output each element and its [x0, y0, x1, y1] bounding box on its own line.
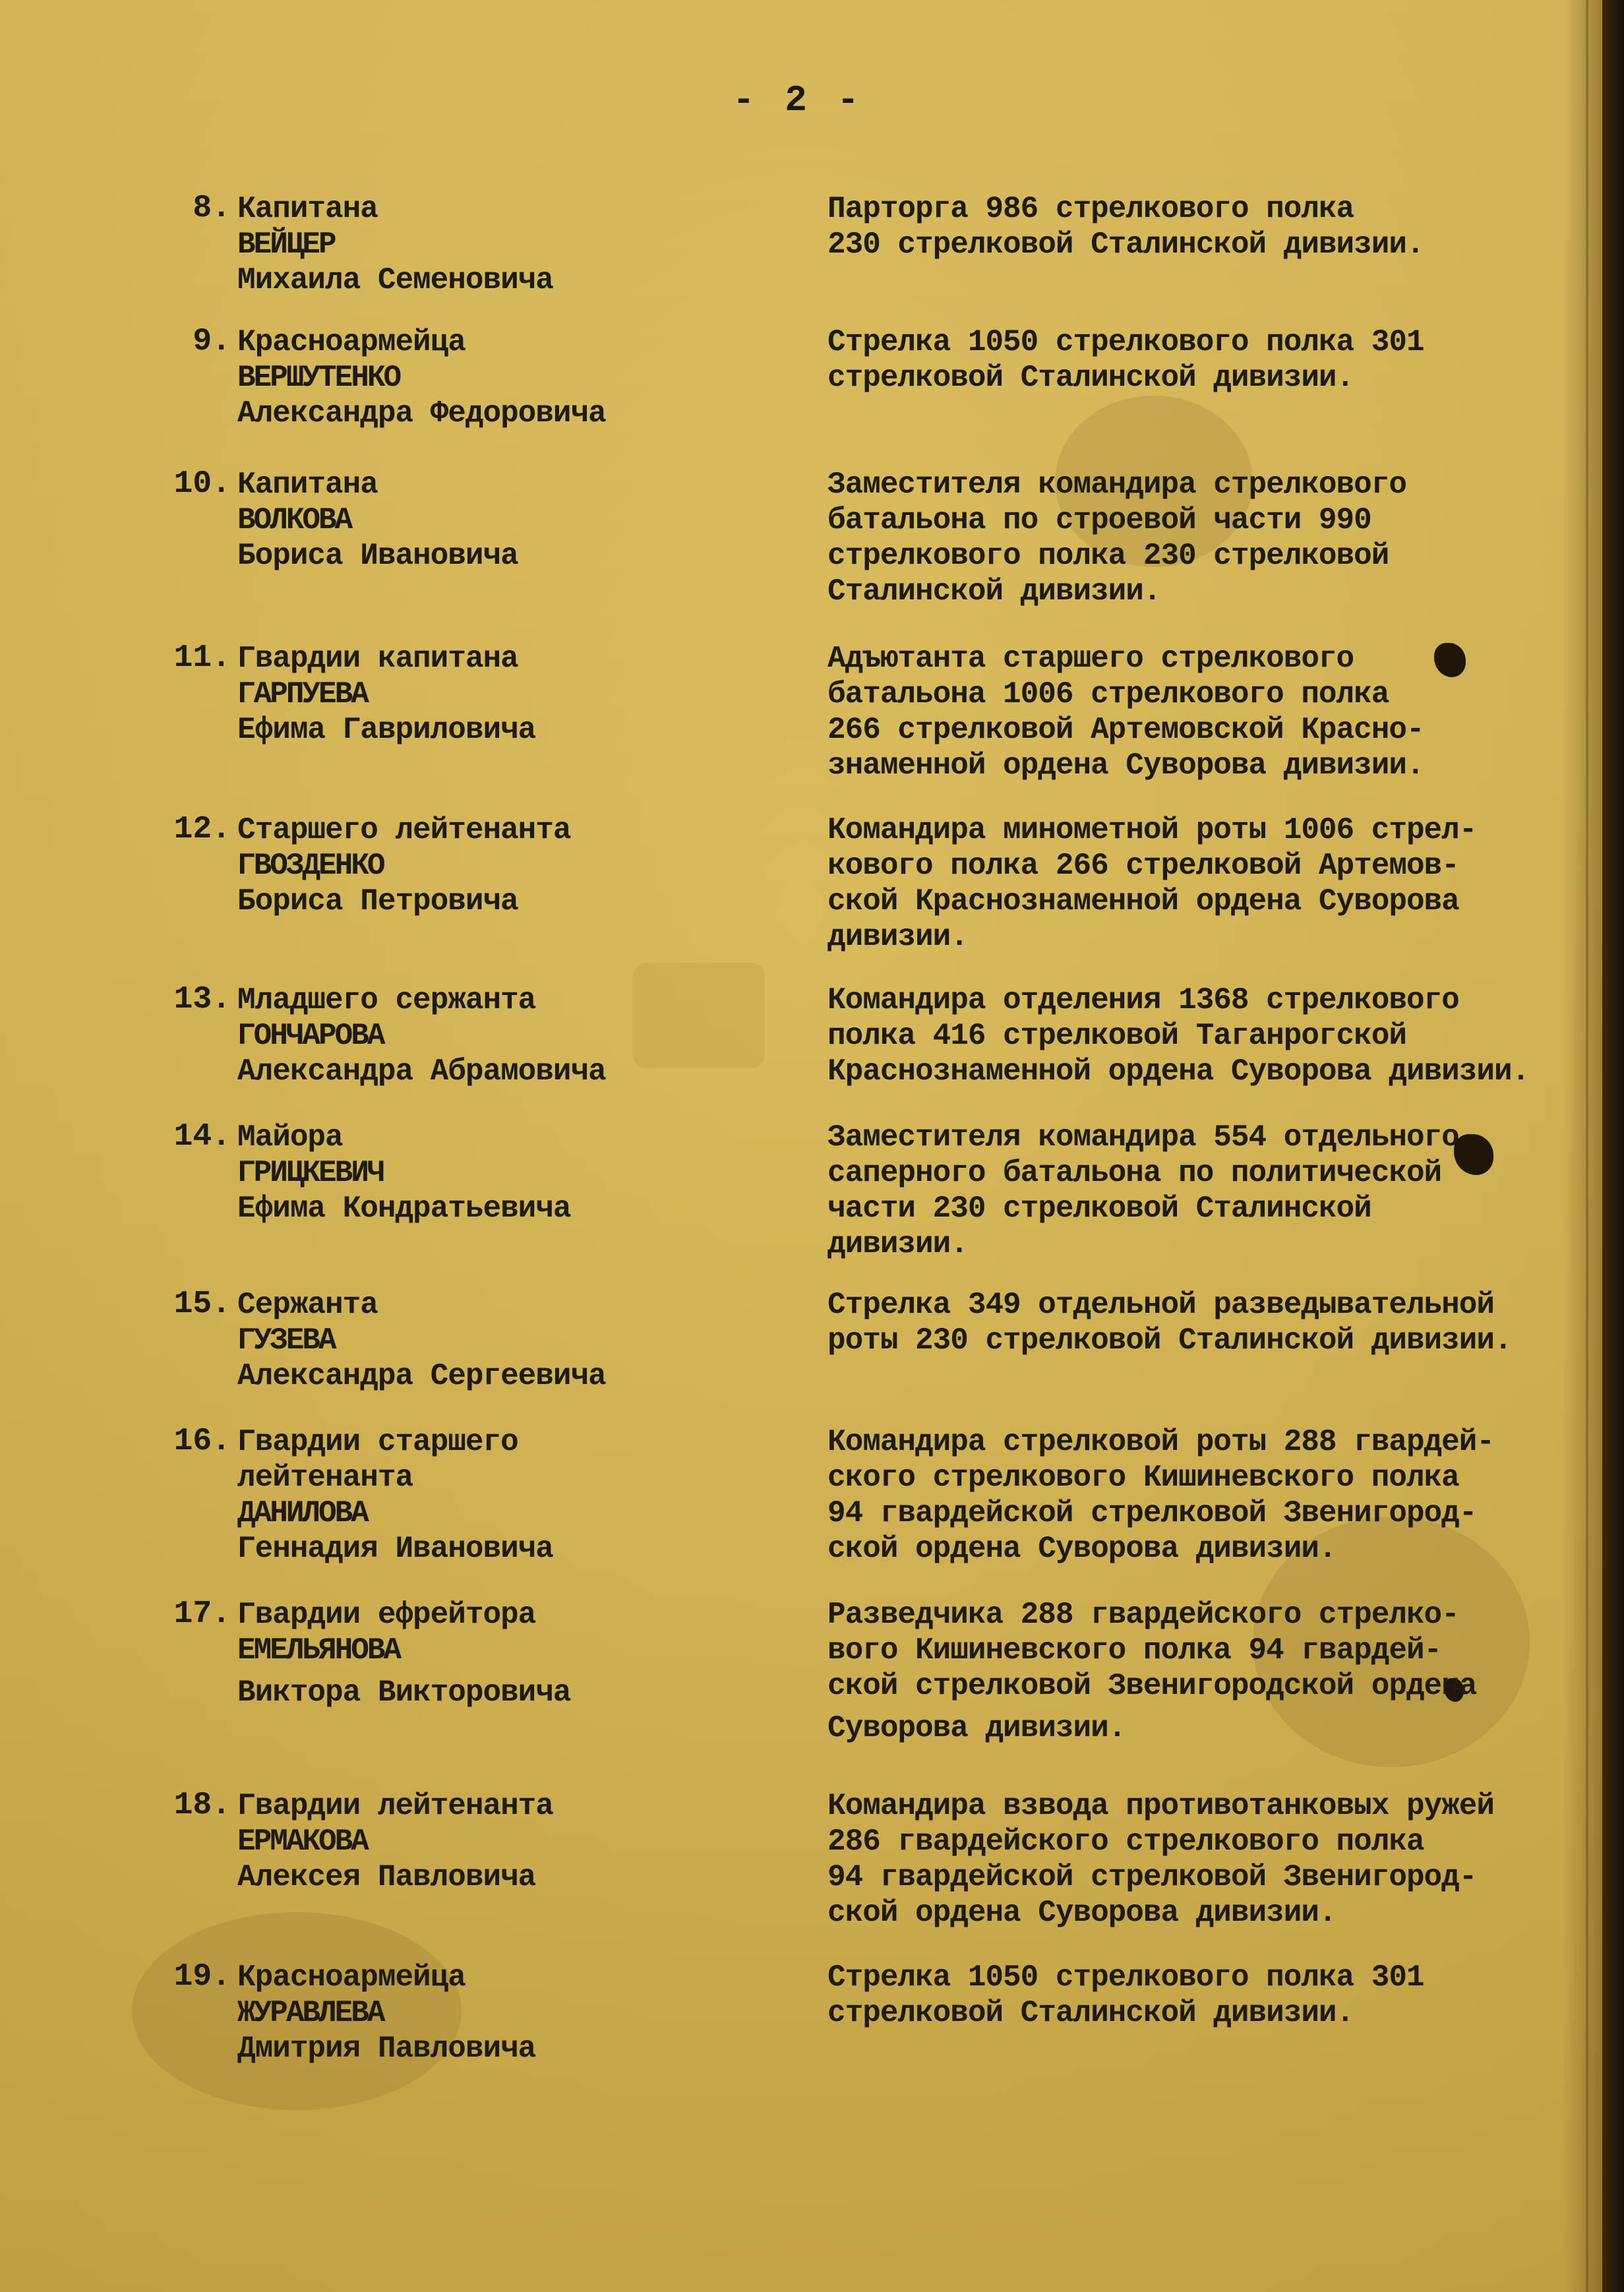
- position-line: роты 230 стрелковой Сталинской дивизии.: [827, 1323, 1512, 1358]
- person-block: [237, 467, 765, 574]
- position-line: батальона 1006 стрелкового полка: [827, 677, 1389, 711]
- person-given-names: Ефима Гавриловича: [237, 713, 536, 747]
- person-block: [237, 1788, 765, 1895]
- position-line: Суворова дивизии.: [827, 1711, 1126, 1745]
- person-surname: ГВОЗДЕНКО: [237, 849, 384, 883]
- position-block: [827, 641, 1592, 783]
- position-line: саперного батальона по политической: [827, 1156, 1442, 1190]
- person-given-names: Бориса Ивановича: [237, 539, 518, 573]
- position-line: Командира стрелковой роты 288 гвардей-: [827, 1425, 1494, 1459]
- position-line: Заместителя командира стрелкового: [827, 467, 1406, 502]
- position-line: Разведчика 288 гвардейского стрелко-: [827, 1598, 1459, 1632]
- entry-number: 10.: [173, 466, 231, 502]
- position-line: 94 гвардейской стрелковой Звенигород-: [827, 1860, 1477, 1894]
- position-block: [827, 467, 1592, 609]
- person-rank: лейтенанта: [237, 1461, 413, 1495]
- person-block: [237, 191, 765, 298]
- person-surname: ЕМЕЛЬЯНОВА: [237, 1633, 400, 1668]
- person-given-names: Дмитрия Павловича: [237, 2032, 536, 2066]
- position-line: Заместителя командира 554 отдельного: [827, 1120, 1459, 1155]
- person-rank: Капитана: [237, 192, 378, 226]
- person-rank: Гвардии старшего: [237, 1425, 518, 1459]
- person-given-names: Александра Сергеевича: [237, 1359, 606, 1393]
- position-block: [827, 1120, 1592, 1262]
- position-line: стрелковой Сталинской дивизии.: [827, 1996, 1354, 2030]
- position-line: Стрелка 349 отдельной разведывательной: [827, 1288, 1494, 1322]
- person-surname: ЖУРАВЛЕВА: [237, 1996, 384, 2030]
- person-given-names: Ефима Кондратьевича: [237, 1191, 571, 1226]
- position-block: [827, 1424, 1592, 1567]
- person-surname: ГОНЧАРОВА: [237, 1019, 384, 1053]
- person-block: [237, 641, 765, 748]
- position-line: дивизии.: [827, 1227, 968, 1261]
- position-block: [827, 324, 1592, 396]
- person-given-names: Михаила Семеновича: [237, 263, 553, 297]
- position-block: [827, 1287, 1592, 1358]
- entry-number: 15.: [173, 1286, 231, 1322]
- position-line: знаменной ордена Суворова дивизии.: [827, 748, 1424, 783]
- entry-number: 16.: [173, 1424, 231, 1459]
- entry-number: 12.: [173, 812, 231, 847]
- person-rank: Гвардии капитана: [237, 642, 518, 676]
- person-rank: Красноармейца: [237, 325, 466, 359]
- position-line: Командира отделения 1368 стрелкового: [827, 983, 1459, 1017]
- position-block: [827, 812, 1592, 955]
- entry-number: 14.: [173, 1119, 231, 1155]
- person-surname: ВЕЙЦЕР: [237, 227, 335, 262]
- position-line: Стрелка 1050 стрелкового полка 301: [827, 1960, 1424, 1995]
- person-block: [237, 1597, 765, 1710]
- position-line: полка 416 стрелковой Таганрогской: [827, 1019, 1406, 1053]
- person-given-names: Алексея Павловича: [237, 1860, 536, 1894]
- person-block: [237, 324, 765, 431]
- person-rank: Сержанта: [237, 1288, 378, 1322]
- position-line: Адъютанта старшего стрелкового: [827, 642, 1354, 676]
- position-line: ской ордена Суворова дивизии.: [827, 1532, 1337, 1566]
- position-line: Командира взвода противотанковых ружей: [827, 1789, 1494, 1823]
- position-block: [827, 191, 1592, 262]
- position-line: кового полка 266 стрелковой Артемов-: [827, 849, 1459, 883]
- position-line: стрелкового полка 230 стрелковой: [827, 539, 1389, 573]
- person-given-names: Виктора Викторовича: [237, 1675, 571, 1710]
- person-rank: Младшего сержанта: [237, 983, 536, 1017]
- position-line: батальона по строевой части 990: [827, 503, 1371, 537]
- person-block: [237, 1424, 765, 1567]
- person-rank: Красноармейца: [237, 1960, 466, 1995]
- position-line: Стрелка 1050 стрелкового полка 301: [827, 325, 1424, 359]
- position-line: 94 гвардейской стрелковой Звенигород-: [827, 1496, 1477, 1530]
- position-line: ского стрелкового Кишиневского полка: [827, 1461, 1459, 1495]
- person-given-names: Александра Федоровича: [237, 396, 606, 431]
- person-surname: ГАРПУЕВА: [237, 677, 367, 711]
- position-line: ской стрелковой Звенигородской ордена: [827, 1669, 1477, 1703]
- scan-background-edge: [1602, 0, 1624, 2292]
- position-line: дивизии.: [827, 920, 968, 954]
- entry-number: 11.: [173, 640, 231, 676]
- person-rank: Капитана: [237, 467, 378, 502]
- entry-number: 18.: [173, 1788, 231, 1823]
- position-line: ской ордена Суворова дивизии.: [827, 1896, 1337, 1930]
- position-line: Командира минометной роты 1006 стрел-: [827, 813, 1477, 847]
- person-given-names: Геннадия Ивановича: [237, 1532, 553, 1566]
- position-line: части 230 стрелковой Сталинской: [827, 1191, 1371, 1226]
- person-surname: ГРИЦКЕВИЧ: [237, 1156, 384, 1190]
- entry-number: 19.: [173, 1959, 231, 1995]
- person-rank: Гвардии ефрейтора: [237, 1598, 536, 1632]
- position-line: 286 гвардейского стрелкового полка: [827, 1825, 1424, 1859]
- person-block: [237, 1287, 765, 1394]
- position-line: Парторга 986 стрелкового полка: [827, 192, 1354, 226]
- person-rank: Гвардии лейтенанта: [237, 1789, 553, 1823]
- person-block: [237, 812, 765, 919]
- entry-number: 17.: [173, 1596, 231, 1632]
- person-block: [237, 982, 765, 1089]
- position-line: Сталинской дивизии.: [827, 574, 1161, 609]
- person-surname: ГУЗЕВА: [237, 1323, 335, 1358]
- page-number: - 2 -: [732, 79, 864, 121]
- person-surname: ДАНИЛОВА: [237, 1496, 367, 1530]
- person-rank: Майора: [237, 1120, 343, 1155]
- position-line: ской Краснознаменной ордена Суворова: [827, 884, 1459, 919]
- entry-number: 13.: [173, 982, 231, 1017]
- position-line: вого Кишиневского полка 94 гвардей-: [827, 1633, 1442, 1668]
- position-block: [827, 1597, 1592, 1746]
- position-line: стрелковой Сталинской дивизии.: [827, 361, 1354, 395]
- position-line: Краснознаменной ордена Суворова дивизии.: [827, 1054, 1530, 1089]
- entry-number: 8.: [193, 191, 231, 226]
- person-surname: ВОЛКОВА: [237, 503, 351, 537]
- entry-number: 9.: [193, 324, 231, 359]
- position-line: 230 стрелковой Сталинской дивизии.: [827, 227, 1424, 262]
- page-fold-line: [1586, 0, 1588, 2292]
- position-block: [827, 1788, 1592, 1931]
- position-block: [827, 1960, 1592, 2031]
- person-block: [237, 1120, 765, 1226]
- person-surname: ВЕРШУТЕНКО: [237, 361, 400, 395]
- person-given-names: Александра Абрамовича: [237, 1054, 606, 1089]
- position-line: 266 стрелковой Артемовской Красно-: [827, 713, 1424, 747]
- position-block: [827, 982, 1592, 1089]
- person-given-names: Бориса Петровича: [237, 884, 518, 919]
- person-surname: ЕРМАКОВА: [237, 1825, 367, 1859]
- person-block: [237, 1960, 765, 2066]
- person-rank: Старшего лейтенанта: [237, 813, 571, 847]
